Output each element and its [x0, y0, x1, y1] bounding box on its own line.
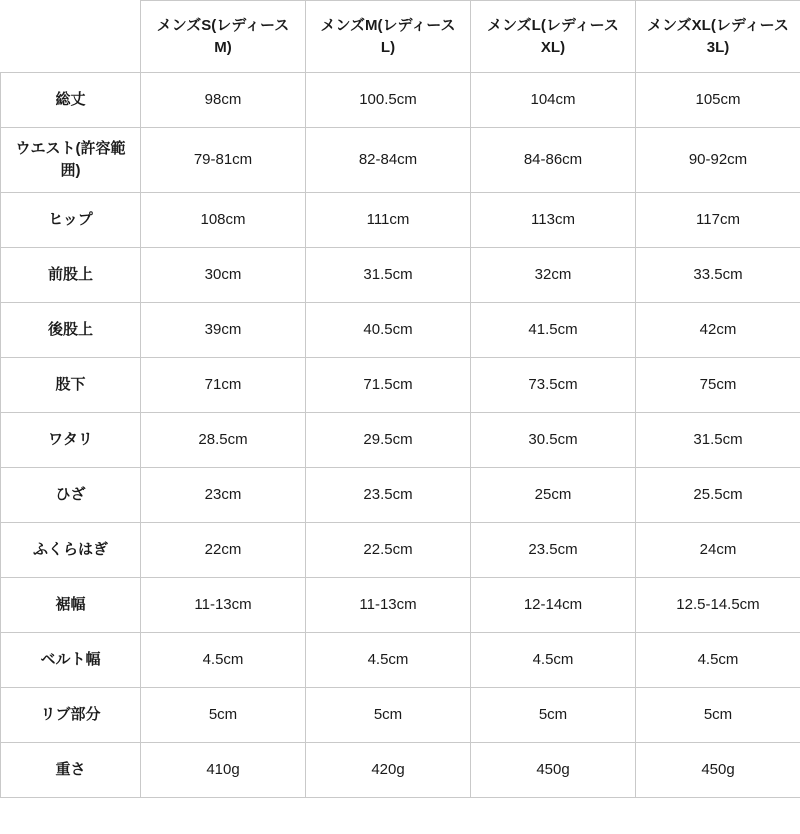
row-label-back-rise: 後股上	[1, 303, 141, 358]
table-row	[1, 248, 800, 303]
table-cell: 32cm	[471, 248, 636, 303]
row-label-belt-width: ベルト幅	[1, 633, 141, 688]
table-cell: 31.5cm	[636, 413, 800, 468]
table-cell: 450g	[636, 743, 800, 798]
table-cell: 98cm	[141, 73, 306, 128]
table-cell: 41.5cm	[471, 303, 636, 358]
table-row	[1, 358, 800, 413]
table-cell: 5cm	[636, 688, 800, 743]
table-header	[1, 1, 800, 73]
table-body	[1, 73, 800, 798]
table-cell: 12-14cm	[471, 578, 636, 633]
table-cell: 30.5cm	[471, 413, 636, 468]
row-label-total-length: 総丈	[1, 73, 141, 128]
table-cell: 71.5cm	[306, 358, 471, 413]
table-cell: 23.5cm	[471, 523, 636, 578]
table-cell: 104cm	[471, 73, 636, 128]
row-label-rib-section: リブ部分	[1, 688, 141, 743]
table-row	[1, 413, 800, 468]
table-cell: 11-13cm	[306, 578, 471, 633]
table-cell: 25.5cm	[636, 468, 800, 523]
table-cell: 420g	[306, 743, 471, 798]
table-row	[1, 73, 800, 128]
table-cell: 39cm	[141, 303, 306, 358]
row-label-weight: 重さ	[1, 743, 141, 798]
row-label-knee: ひざ	[1, 468, 141, 523]
table-cell: 105cm	[636, 73, 800, 128]
row-label-waist: ウエスト(許容範囲)	[1, 128, 141, 193]
table-cell: 5cm	[471, 688, 636, 743]
table-row	[1, 193, 800, 248]
table-cell: 42cm	[636, 303, 800, 358]
table-cell: 79-81cm	[141, 128, 306, 193]
table-row	[1, 578, 800, 633]
table-corner-cell	[1, 1, 141, 73]
column-header-mens-s: メンズS(レディースM)	[141, 1, 306, 73]
table-cell: 33.5cm	[636, 248, 800, 303]
table-cell: 11-13cm	[141, 578, 306, 633]
table-cell: 71cm	[141, 358, 306, 413]
table-cell: 25cm	[471, 468, 636, 523]
table-cell: 73.5cm	[471, 358, 636, 413]
row-label-calf: ふくらはぎ	[1, 523, 141, 578]
table-cell: 22.5cm	[306, 523, 471, 578]
table-cell: 23.5cm	[306, 468, 471, 523]
table-cell: 113cm	[471, 193, 636, 248]
table-cell: 4.5cm	[141, 633, 306, 688]
bottom-spacer	[0, 798, 800, 834]
table-cell: 30cm	[141, 248, 306, 303]
table-cell: 31.5cm	[306, 248, 471, 303]
row-label-front-rise: 前股上	[1, 248, 141, 303]
table-cell: 108cm	[141, 193, 306, 248]
table-cell: 4.5cm	[306, 633, 471, 688]
table-cell: 4.5cm	[471, 633, 636, 688]
table-row	[1, 128, 800, 193]
column-header-mens-m: メンズM(レディースL)	[306, 1, 471, 73]
table-cell: 23cm	[141, 468, 306, 523]
column-header-mens-xl: メンズXL(レディース3L)	[636, 1, 800, 73]
table-cell: 450g	[471, 743, 636, 798]
table-cell: 75cm	[636, 358, 800, 413]
table-cell: 84-86cm	[471, 128, 636, 193]
column-header-mens-l: メンズL(レディースXL)	[471, 1, 636, 73]
table-row	[1, 633, 800, 688]
row-label-thigh: ワタリ	[1, 413, 141, 468]
table-cell: 40.5cm	[306, 303, 471, 358]
table-row	[1, 743, 800, 798]
table-row	[1, 688, 800, 743]
table-cell: 22cm	[141, 523, 306, 578]
row-label-hip: ヒップ	[1, 193, 141, 248]
table-row	[1, 303, 800, 358]
table-cell: 82-84cm	[306, 128, 471, 193]
table-cell: 90-92cm	[636, 128, 800, 193]
table-cell: 111cm	[306, 193, 471, 248]
table-cell: 24cm	[636, 523, 800, 578]
table-cell: 5cm	[141, 688, 306, 743]
table-cell: 28.5cm	[141, 413, 306, 468]
table-cell: 29.5cm	[306, 413, 471, 468]
table-cell: 5cm	[306, 688, 471, 743]
table-cell: 410g	[141, 743, 306, 798]
table-cell: 4.5cm	[636, 633, 800, 688]
table-cell: 100.5cm	[306, 73, 471, 128]
row-label-hem-width: 裾幅	[1, 578, 141, 633]
header-row	[1, 1, 800, 73]
row-label-inseam: 股下	[1, 358, 141, 413]
table-cell: 117cm	[636, 193, 800, 248]
table-row	[1, 468, 800, 523]
table-row	[1, 523, 800, 578]
table-cell: 12.5-14.5cm	[636, 578, 800, 633]
